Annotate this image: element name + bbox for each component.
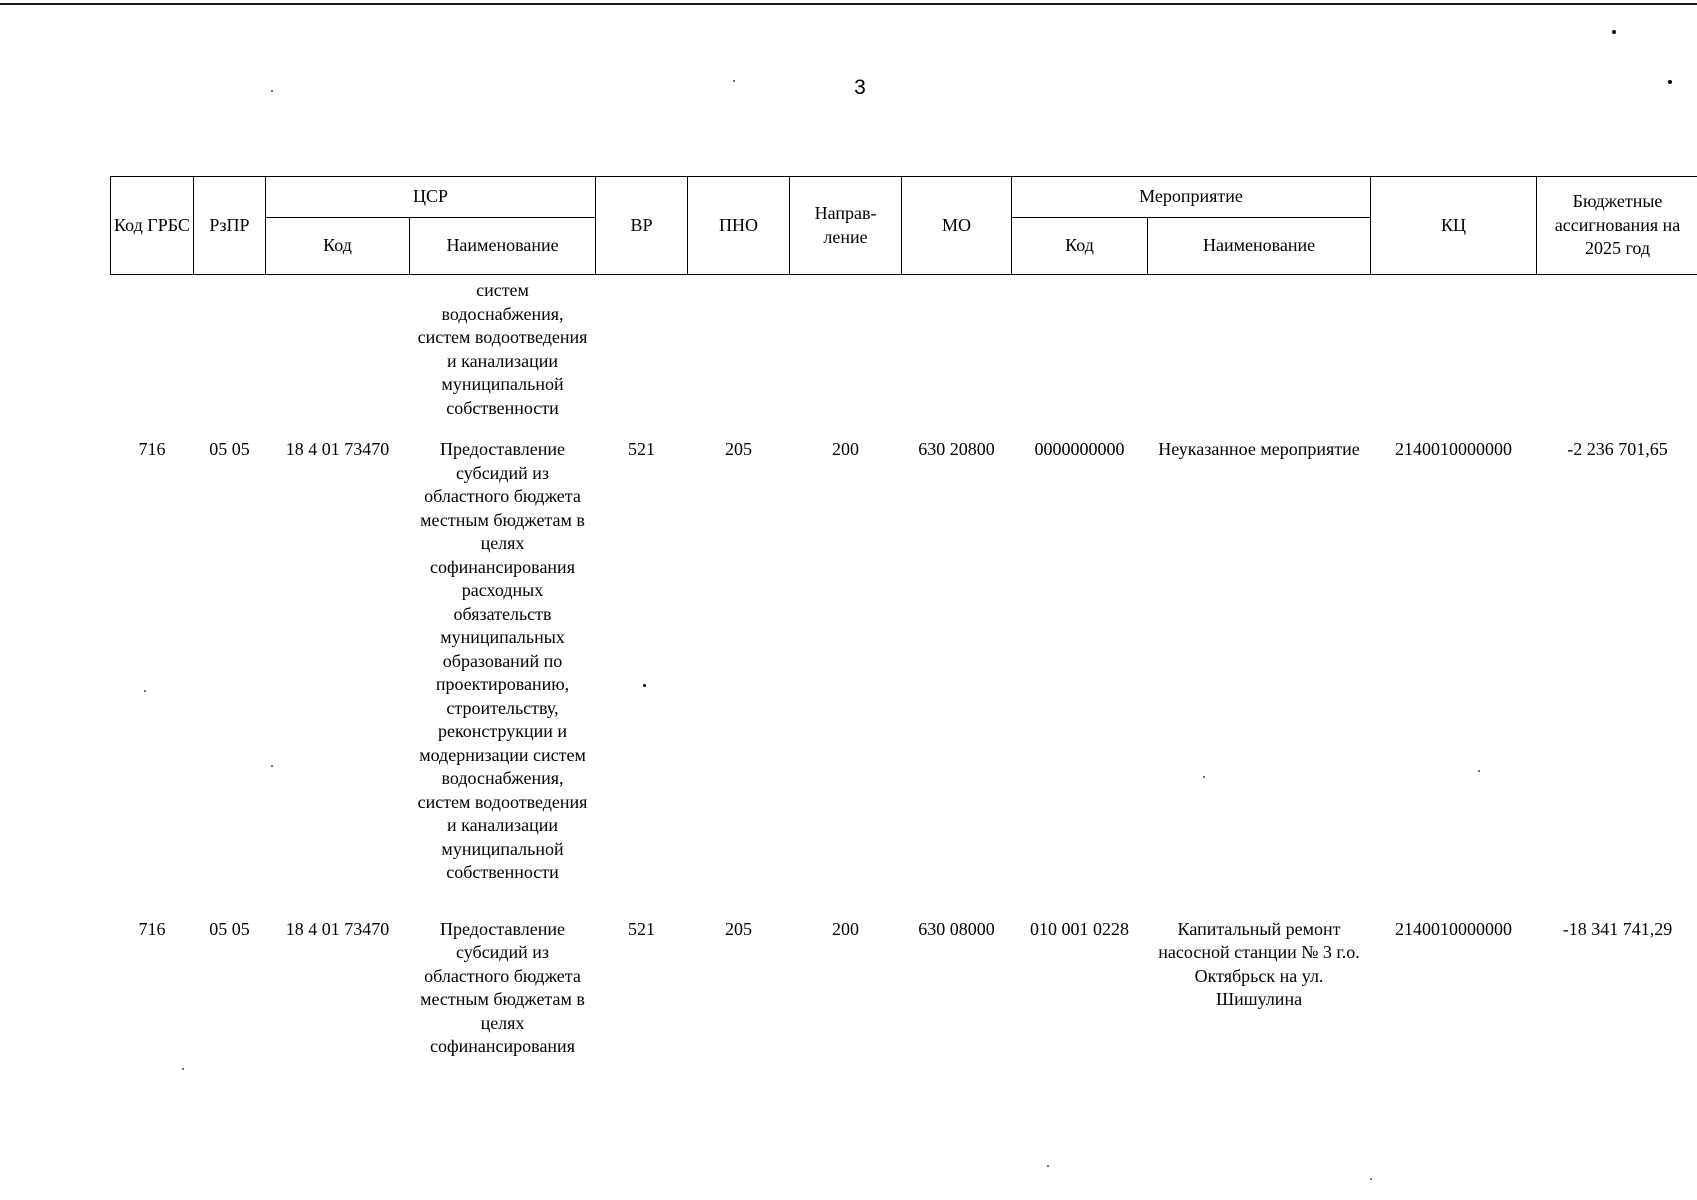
cell-rzpr: 05 05: [209, 439, 250, 459]
cell-kc: 2140010000000: [1395, 918, 1513, 939]
cell-vr: 521: [628, 439, 656, 459]
header-mo: МО: [902, 177, 1012, 275]
continuation-row: [111, 275, 1697, 439]
cell-mer-name: Неуказанное мероприятие: [1158, 439, 1360, 459]
continuation-name: систем водоснабжения, систем водоотведения и канализации муниципальной собственности: [417, 280, 588, 418]
cell-vr: 521: [628, 918, 656, 939]
header-meropriyatie: Мероприятие: [1012, 177, 1371, 218]
header-mer-kod: Код: [1012, 218, 1148, 275]
header-mer-name: Наименование: [1148, 218, 1371, 275]
cell-rzpr: 05 05: [209, 918, 250, 939]
header-napravlenie: Направ-ление: [790, 177, 902, 275]
cell-mo: 630 08000: [918, 918, 995, 939]
cell-napravlenie: 200: [832, 439, 860, 459]
cell-pno: 205: [725, 439, 753, 459]
cell-napravlenie: 200: [832, 918, 860, 939]
cell-pno: 205: [725, 918, 753, 939]
cell-mo: 630 20800: [918, 439, 995, 459]
header-csr: ЦСР: [266, 177, 596, 218]
cell-csr-kod: 18 4 01 73470: [285, 918, 390, 939]
budget-table: [110, 176, 1697, 1092]
cell-amount: -18 341 741,29: [1562, 918, 1673, 939]
page-number: 3: [854, 76, 866, 99]
header-pno: ПНО: [688, 177, 790, 275]
cell-grbs: 716: [138, 439, 166, 459]
cell-csr-kod: 18 4 01 73470: [285, 439, 390, 459]
table-row: [111, 918, 1697, 1092]
cell-mer-name: Капитальный ремонт насосной станции № 3 г.о. Октябрьск на ул. Шишулина: [1158, 918, 1360, 1009]
header-kod-grbs: Код ГРБС: [111, 177, 194, 275]
table-row: [111, 438, 1697, 918]
header-kc: КЦ: [1371, 177, 1537, 275]
cell-amount: -2 236 701,65: [1567, 439, 1668, 459]
cell-csr-name: Предоставление субсидий из областного бюджета местным бюджетам в целях софинансирования: [420, 918, 585, 1056]
cell-csr-name: Предоставление субсидий из областного бюджета местным бюджетам в целях софинансирования расходных обязательств муниципальных образований по проектированию, строительству, реконструкции и модернизации систем водоснабжения, систем водоотведения и канализации муниципальной собственности: [417, 439, 588, 882]
cell-mer-kod: 0000000000: [1034, 439, 1125, 459]
header-csr-kod: Код: [266, 218, 410, 275]
cell-mer-kod: 010 001 0228: [1030, 918, 1130, 939]
header-vr: ВР: [596, 177, 688, 275]
header-rzpr: РзПР: [194, 177, 266, 275]
header-budget: Бюджетные ассигнования на 2025 год: [1537, 177, 1697, 275]
top-rule: [0, 3, 1697, 5]
cell-grbs: 716: [138, 918, 166, 939]
cell-kc: 2140010000000: [1395, 439, 1513, 459]
header-csr-name: Наименование: [410, 218, 596, 275]
